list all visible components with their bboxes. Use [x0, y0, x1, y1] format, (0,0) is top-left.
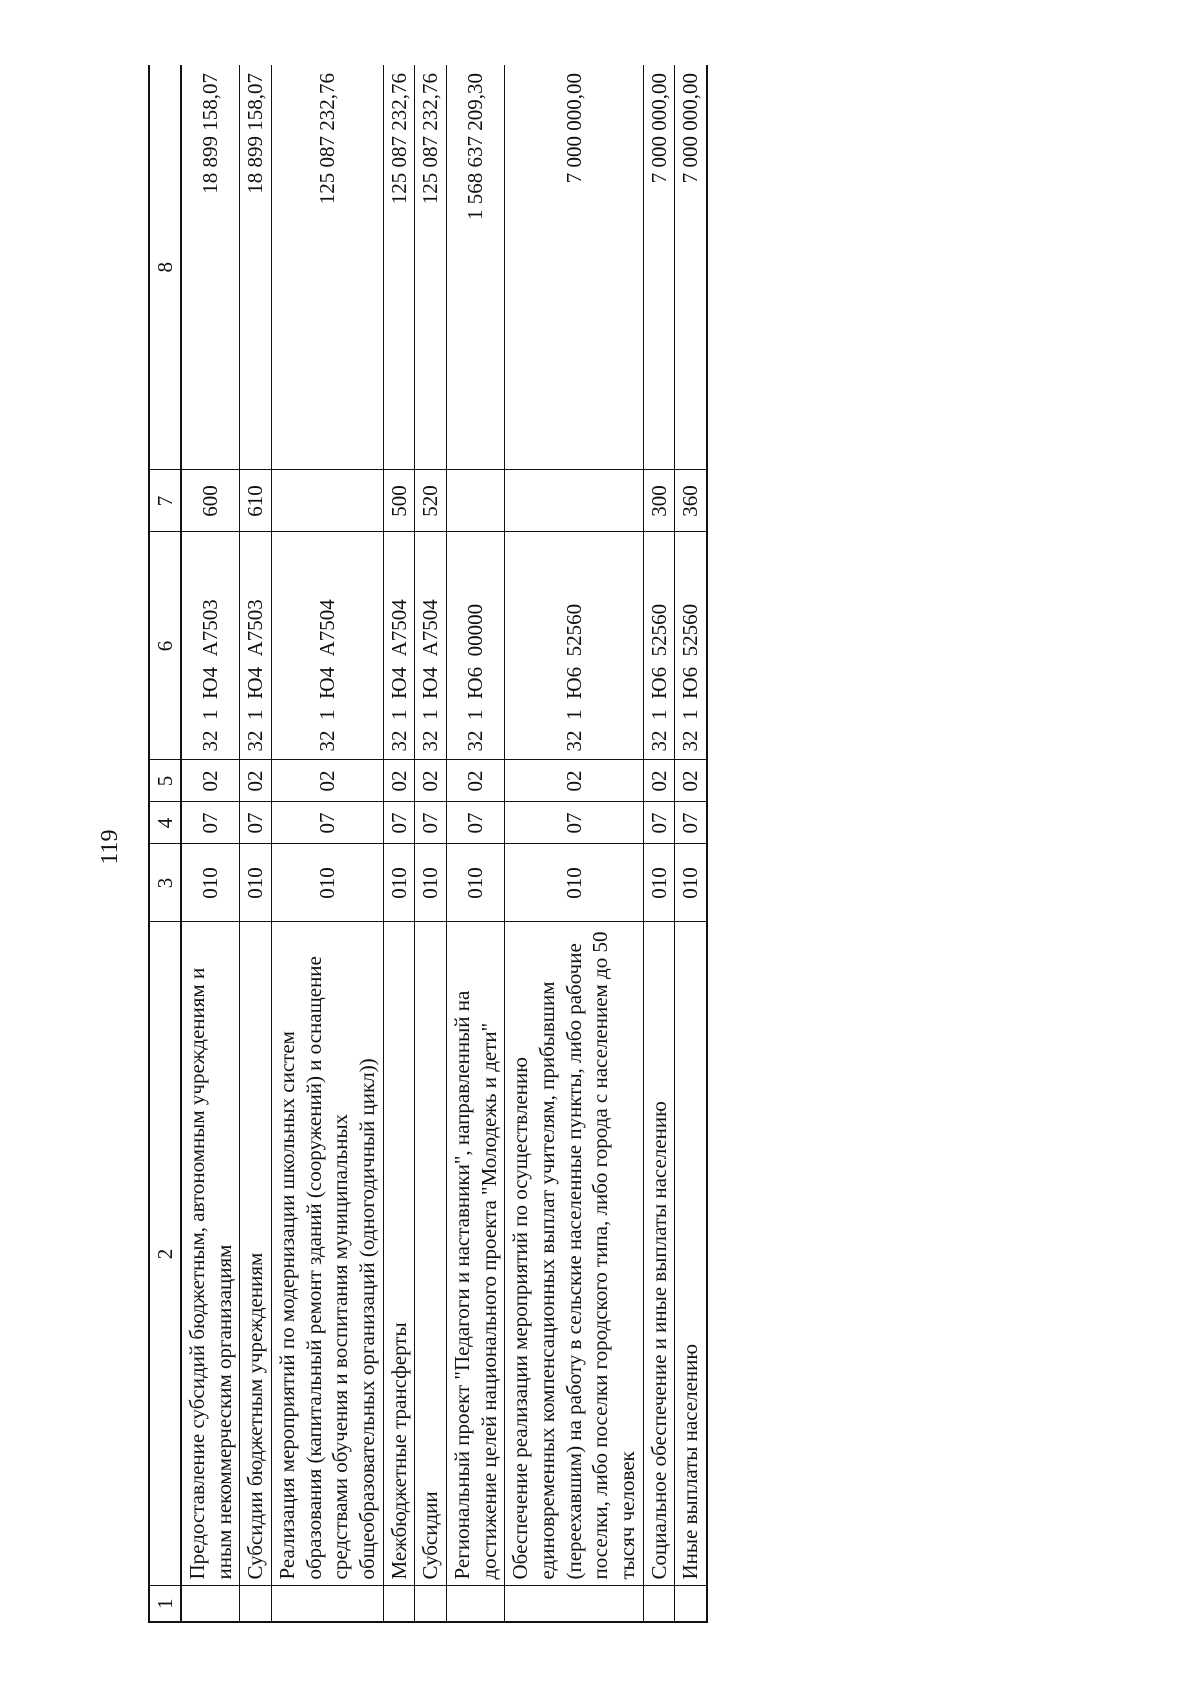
section-cell: 07 — [415, 802, 447, 844]
target-article-cell: 32 1 Ю4 А7504 — [383, 532, 415, 760]
subsection-cell: 02 — [505, 760, 643, 802]
table-row — [240, 65, 272, 1622]
code-cell: 010 — [271, 844, 383, 922]
table-row — [505, 65, 643, 1622]
subsection-cell: 02 — [240, 760, 272, 802]
code-cell: 010 — [675, 844, 707, 922]
section-cell: 07 — [643, 802, 675, 844]
expense-type-cell — [446, 470, 504, 532]
subsection-cell: 02 — [643, 760, 675, 802]
row-number-cell — [505, 1586, 643, 1622]
target-article-cell: 32 1 Ю4 А7503 — [240, 532, 272, 760]
table-row — [383, 65, 415, 1622]
amount-cell: 7 000 000,00 — [505, 65, 643, 470]
row-number-cell — [383, 1586, 415, 1622]
expense-type-cell: 500 — [383, 470, 415, 532]
code-cell: 010 — [643, 844, 675, 922]
subsection-cell: 02 — [446, 760, 504, 802]
row-name-cell: Субсидии бюджетным учреждениям — [240, 922, 272, 1586]
expense-type-cell: 600 — [181, 470, 240, 532]
row-name-cell: Социальное обеспечение и иные выплаты населению — [643, 922, 675, 1586]
column-header: 7 — [149, 470, 181, 532]
column-header: 1 — [149, 1586, 181, 1622]
amount-cell: 7 000 000,00 — [643, 65, 675, 470]
code-cell: 010 — [505, 844, 643, 922]
expense-type-cell: 300 — [643, 470, 675, 532]
column-header: 3 — [149, 844, 181, 922]
page-number: 119 — [97, 829, 123, 865]
target-article-cell: 32 1 Ю6 52560 — [643, 532, 675, 760]
target-article-cell: 32 1 Ю6 52560 — [505, 532, 643, 760]
target-article-cell: 32 1 Ю4 А7504 — [415, 532, 447, 760]
amount-cell: 18 899 158,07 — [181, 65, 240, 470]
subsection-cell: 02 — [271, 760, 383, 802]
target-article-cell: 32 1 Ю6 52560 — [675, 532, 707, 760]
row-name-cell: Обеспечение реализации мероприятий по осуществлению единовременных компенсационных выплат учителям, прибывшим (переехавшим) на работу в сельские населенные пункты, либо рабочие поселки, либо поселки городского типа, либо города с населением до 50 тысяч человек — [505, 922, 643, 1586]
column-header: 2 — [149, 922, 181, 1586]
code-cell: 010 — [446, 844, 504, 922]
section-cell: 07 — [446, 802, 504, 844]
section-cell: 07 — [240, 802, 272, 844]
subsection-cell: 02 — [383, 760, 415, 802]
row-number-cell — [675, 1586, 707, 1622]
table-row — [675, 65, 707, 1622]
section-cell: 07 — [675, 802, 707, 844]
target-article-cell: 32 1 Ю4 А7504 — [271, 532, 383, 760]
row-number-cell — [446, 1586, 504, 1622]
amount-cell: 1 568 637 209,30 — [446, 65, 504, 470]
section-cell: 07 — [181, 802, 240, 844]
amount-cell: 18 899 158,07 — [240, 65, 272, 470]
row-number-cell — [240, 1586, 272, 1622]
table-row — [643, 65, 675, 1622]
header-row — [149, 65, 181, 1622]
row-name-cell: Субсидии — [415, 922, 447, 1586]
subsection-cell: 02 — [181, 760, 240, 802]
row-name-cell: Региональный проект "Педагоги и наставники", направленный на достижение целей национального проекта "Молодежь и дети" — [446, 922, 504, 1586]
code-cell: 010 — [383, 844, 415, 922]
code-cell: 010 — [181, 844, 240, 922]
expense-type-cell — [505, 470, 643, 532]
row-name-cell: Межбюджетные трансферты — [383, 922, 415, 1586]
table-row — [446, 65, 504, 1622]
code-cell: 010 — [240, 844, 272, 922]
amount-cell: 125 087 232,76 — [271, 65, 383, 470]
expense-type-cell: 520 — [415, 470, 447, 532]
budget-table — [148, 65, 708, 1623]
row-number-cell — [271, 1586, 383, 1622]
row-name-cell: Реализация мероприятий по модернизации школьных систем образования (капитальный ремонт зданий (сооружений) и оснащение средствами обучения и воспитания муниципальных общеобразовательных организаций (одногодичный цикл)) — [271, 922, 383, 1586]
section-cell: 07 — [505, 802, 643, 844]
amount-cell: 7 000 000,00 — [675, 65, 707, 470]
row-name-cell: Предоставление субсидий бюджетным, автономным учреждениям и иным некоммерческим организациям — [181, 922, 240, 1586]
column-header: 8 — [149, 65, 181, 470]
section-cell: 07 — [383, 802, 415, 844]
column-header: 5 — [149, 760, 181, 802]
row-number-cell — [181, 1586, 240, 1622]
amount-cell: 125 087 232,76 — [415, 65, 447, 470]
table-row — [271, 65, 383, 1622]
expense-type-cell — [271, 470, 383, 532]
target-article-cell: 32 1 Ю4 А7503 — [181, 532, 240, 760]
table-row — [181, 65, 240, 1622]
expense-type-cell: 610 — [240, 470, 272, 532]
expense-type-cell: 360 — [675, 470, 707, 532]
section-cell: 07 — [271, 802, 383, 844]
row-name-cell: Иные выплаты населению — [675, 922, 707, 1586]
subsection-cell: 02 — [675, 760, 707, 802]
column-header: 4 — [149, 802, 181, 844]
column-header: 6 — [149, 532, 181, 760]
amount-cell: 125 087 232,76 — [383, 65, 415, 470]
target-article-cell: 32 1 Ю6 00000 — [446, 532, 504, 760]
row-number-cell — [415, 1586, 447, 1622]
code-cell: 010 — [415, 844, 447, 922]
table-container — [148, 65, 953, 1623]
table-row — [415, 65, 447, 1622]
subsection-cell: 02 — [415, 760, 447, 802]
row-number-cell — [643, 1586, 675, 1622]
